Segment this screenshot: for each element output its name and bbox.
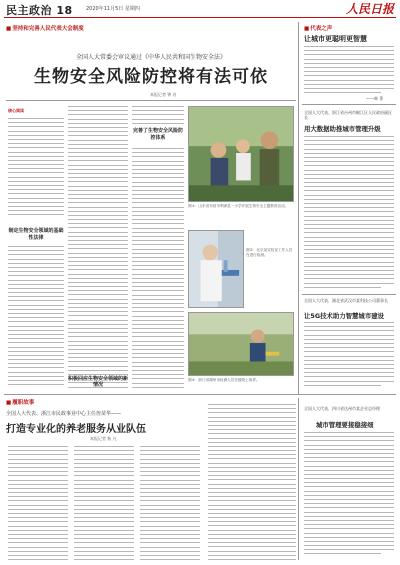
photo-2-caption: 图②：北京某实验室工作人员在进行检测。 bbox=[246, 248, 293, 257]
sidebar-title-1: 让城市更聪明更智慧 bbox=[304, 35, 367, 43]
masthead bbox=[0, 0, 400, 18]
sidebar-kicker-4: 全国人大代表、四川省达州市某企业总经理 bbox=[304, 406, 380, 411]
core-reading-text bbox=[8, 118, 64, 218]
subhead-new-situations: 积极回应生物安全领域的新情况 bbox=[68, 376, 129, 388]
photo-students-activity bbox=[188, 106, 294, 202]
bottom-column-3 bbox=[140, 446, 200, 560]
sidebar-title-3: 让5G技术助力智慧城市建设 bbox=[304, 312, 384, 320]
photo-field-sampling bbox=[188, 312, 294, 376]
subhead-basic-law: 制定生物安全领域的基础性法律 bbox=[8, 228, 64, 241]
sidebar-rule-2 bbox=[302, 294, 396, 295]
sidebar-title-4: 城市管理要接稳接细 bbox=[316, 421, 374, 429]
bottom-section-tag: ■ 履职故事 bbox=[6, 398, 34, 406]
lead-headline: 生物安全风险防控将有法可依 bbox=[34, 67, 268, 87]
column-2-text bbox=[68, 106, 128, 388]
sidebar-title-2: 用大数据助推城市管理升级 bbox=[304, 125, 381, 133]
column-3-text bbox=[132, 148, 184, 388]
sidebar-kicker-3: 全国人大代表、湖北省武汉市某科技公司董事长 bbox=[304, 298, 388, 303]
lead-kicker: 全国人大常委会审议通过《中华人民共和国生物安全法》 bbox=[75, 54, 226, 61]
column-3-top-text bbox=[132, 106, 184, 126]
core-reading-label: 核心阅读 bbox=[8, 108, 24, 113]
sidebar-rule-1 bbox=[302, 104, 396, 105]
bottom-column-1 bbox=[8, 446, 68, 560]
section-title: 民主政治 18 bbox=[6, 4, 73, 17]
bottom-kicker: 全国人大代表、浙江市民政事业中心主任詹苗华—— bbox=[6, 411, 122, 417]
headline-rule bbox=[6, 100, 296, 101]
sidebar-text-1 bbox=[304, 46, 394, 94]
sidebar-text-4 bbox=[304, 432, 394, 560]
sidebar-kicker-2: 全国人大代表、浙江省台州市椒江区人民政府副区长 bbox=[304, 110, 392, 120]
sidebar-divider bbox=[298, 22, 299, 394]
column-1-text bbox=[8, 246, 64, 388]
subhead-risk-control: 完善了生物安全风险防控体系 bbox=[132, 128, 183, 141]
sidebar-text-2 bbox=[304, 136, 394, 292]
lead-section-tag: ■ 坚持和完善人民代表大会制度 bbox=[6, 24, 84, 32]
bottom-section-divider bbox=[4, 394, 396, 395]
bottom-column-4 bbox=[208, 404, 296, 560]
photo-1-caption: 图①：山东省东营市利津县一小学开展生物安全主题教育活动。 bbox=[188, 204, 289, 208]
photo-lab-testing bbox=[188, 230, 244, 308]
masthead-rule bbox=[4, 17, 396, 18]
newspaper-logo: 人民日报 bbox=[345, 2, 394, 16]
bottom-sidebar-divider bbox=[298, 398, 299, 560]
photo-3-caption: 图③：浙江省湖州市检测人员在植物上取样。 bbox=[188, 378, 260, 382]
bottom-column-2 bbox=[74, 446, 134, 560]
issue-date: 2020年11月5日 星期四 bbox=[86, 6, 140, 12]
sidebar-section-tag: ■ 代表之声 bbox=[304, 24, 332, 32]
sidebar-signature-1: ——韩 菁 bbox=[366, 96, 384, 101]
bottom-headline: 打造专业化的养老服务从业队伍 bbox=[6, 424, 146, 435]
sidebar-text-3 bbox=[304, 322, 394, 390]
lead-byline: 本报记者 钟 音 bbox=[150, 92, 177, 97]
bottom-byline: 本报记者 秋 凡 bbox=[90, 436, 117, 441]
